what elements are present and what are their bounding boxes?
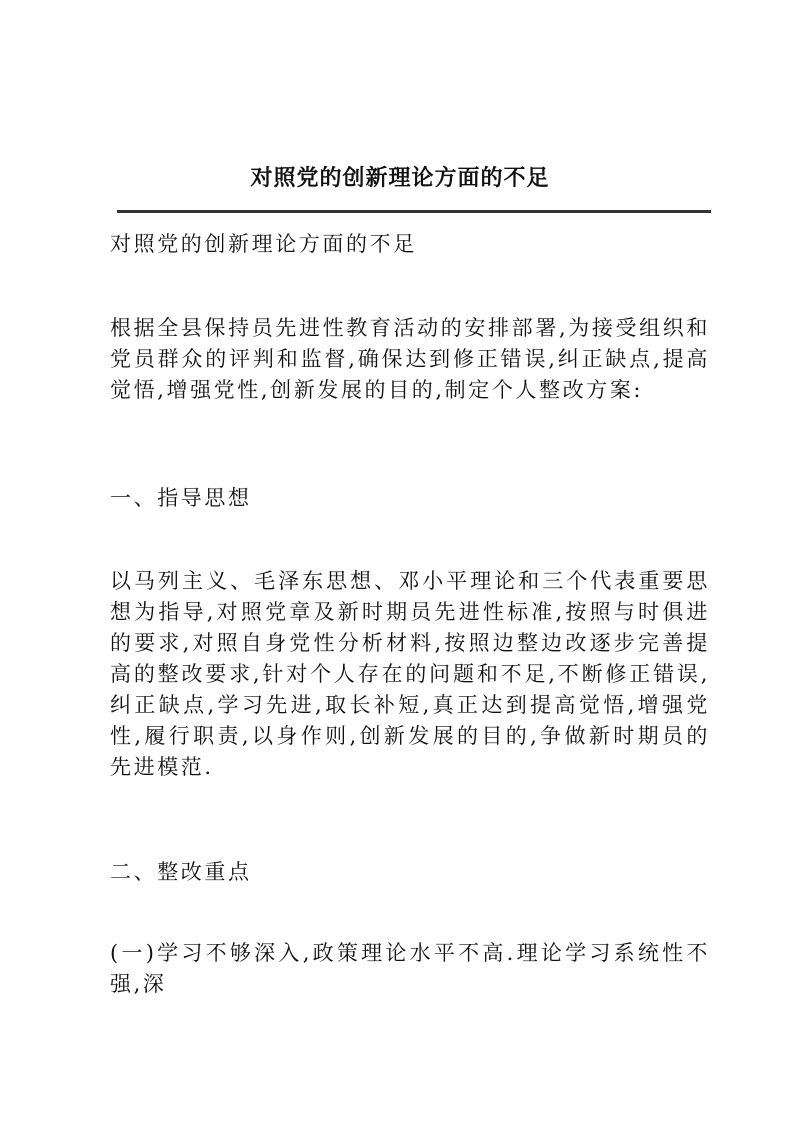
title-divider [117, 210, 711, 213]
document-subtitle: 对照党的创新理论方面的不足 [110, 232, 417, 256]
section-heading-guiding-ideology: 一、指导思想 [110, 486, 252, 510]
rectification-item-1: (一)学习不够深入,政策理论水平不高.理论学习系统性不强,深 [110, 941, 710, 996]
intro-paragraph: 根据全县保持员先进性教育活动的安排部署,为接受组织和党员群众的评判和监督,确保达到修正错误,纠正缺点,提高觉悟,增强党性,创新发展的目的,制定个人整改方案: [110, 316, 710, 402]
section-heading-rectification-focus: 二、整改重点 [110, 860, 252, 884]
guiding-ideology-paragraph: 以马列主义、毛泽东思想、邓小平理论和三个代表重要思想为指导,对照党章及新时期员先进性标准,按照与时俱进的要求,对照自身党性分析材料,按照边整边改逐步完善提高的整改要求,针对个人存在的问题和不足,不断修正错误,纠正缺点,学习先进,取长补短,真正达到提高觉悟,增强党性,履行职责,以身作则,创新发展的目的,争做新时期员的先进模范. [110, 569, 710, 779]
document-title: 对照党的创新理论方面的不足 [250, 165, 550, 191]
